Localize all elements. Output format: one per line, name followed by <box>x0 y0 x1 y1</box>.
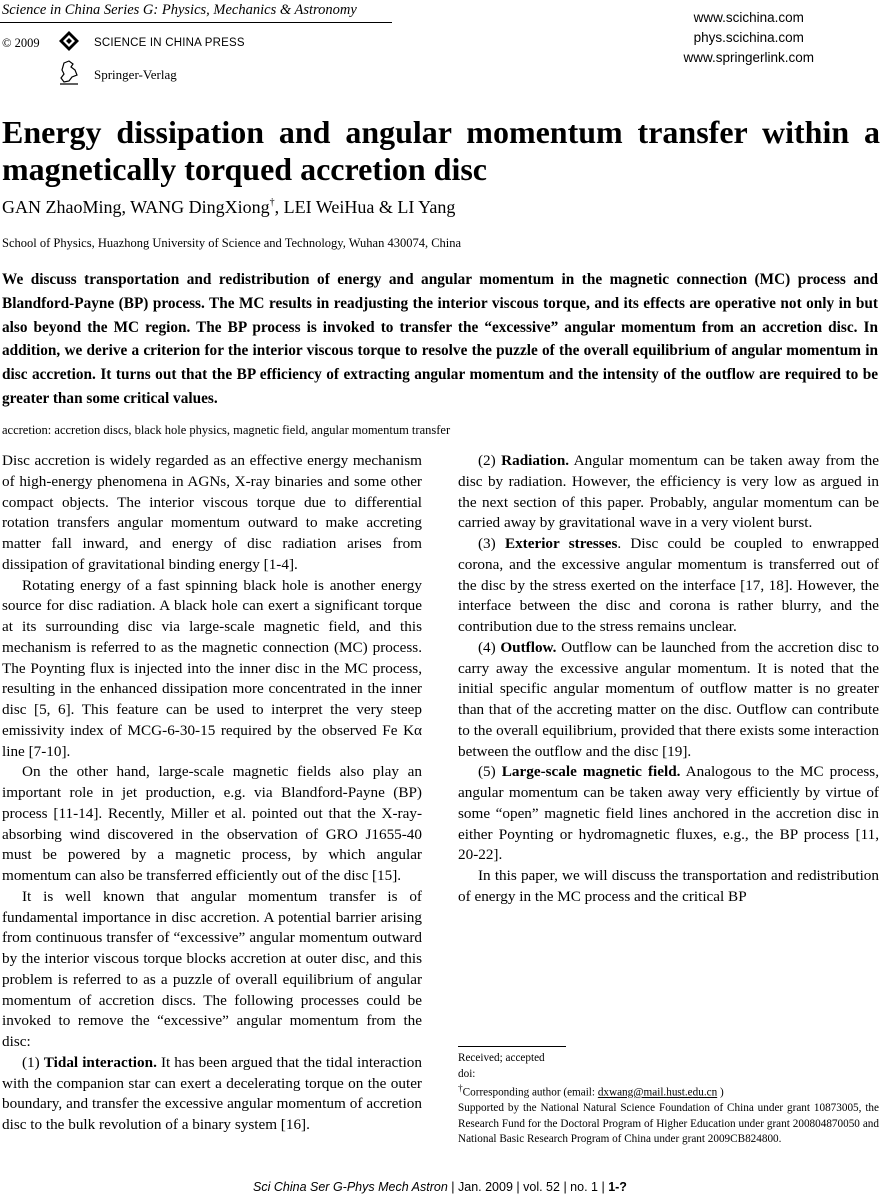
footer-issue: no. 1 <box>570 1180 598 1194</box>
list-heading: Outflow. <box>500 638 557 656</box>
corr-prefix: Corresponding author (email: <box>462 1086 598 1099</box>
body-left-column <box>2 451 422 1136</box>
footer-pages: 1-? <box>608 1180 627 1194</box>
author-email-link[interactable]: dxwang@mail.hust.edu.cn <box>597 1086 718 1099</box>
paragraph: Disc accretion is widely regarded as an effective energy mechanism of high-energy phenomena in AGNs, X-ray binaries and some other compact objects. The interior viscous torque due to differential rotation transfers angular momentum outward to make accreting matter fall inward, and energy of disc radiation arises from dissipation of gravitational binding energy [1-4]. <box>2 452 422 573</box>
publisher-springer: Springer-Verlag <box>94 67 177 82</box>
abstract: We discuss transportation and redistribution of energy and angular momentum in the magnetic connection (MC) process and Blandford-Payne (BP) process. The MC results in readjusting the interior viscous torque, and its effects are operative not only in but also beyond the MC region. The BP process is invoked to transfer the “excessive” angular momentum from an accretion disc. In addition, we derive a criterion for the interior viscous torque to resolve the puzzle of the overall equilibrium of angular momentum in disc accretion. It turns out that the BP efficiency of extracting angular momentum and the intensity of the outflow are required to be greater than some critical values. <box>2 271 878 407</box>
funding-note: Supported by the National Natural Science Foundation of China under grant 10873005, the Research Fund for the Doctoral Program of Higher Education under grant 200804870050 and National Basic Research Program of China under grant 2009CB824800. <box>458 1102 879 1146</box>
science-in-china-logo-icon <box>58 30 80 52</box>
footer-date: Jan. 2009 <box>458 1180 513 1194</box>
footnote-rule <box>458 1046 566 1047</box>
paragraph: Rotating energy of a fast spinning black hole is another energy source for disc radiation. A black hole can exert a significant torque at its surrounding disc via large-scale magnetic field, and this mechanism is referred to as the magnetic connection (MC) process. The Poynting flux is injected into the inner disc in the MC process, resulting in the enhanced dissipation more concentrated in the inner disc [5, 6]. This feature can be used to interpret the very steep emissivity index of MCG-6-30-15 required by the observed Fe Kα line [7-10]. <box>2 576 422 760</box>
doi-line: doi: <box>458 1067 476 1080</box>
website-springerlink[interactable]: www.springerlink.com <box>683 50 814 65</box>
footer-separator: | <box>512 1180 524 1194</box>
footer-separator: | <box>447 1180 458 1194</box>
footer-journal: Sci China Ser G-Phys Mech Astron <box>253 1180 448 1194</box>
footer-separator: | <box>559 1180 571 1194</box>
article-title: Energy dissipation and angular momentum transfer within a magnetically torqued accretion disc <box>2 114 880 187</box>
keywords: accretion: accretion discs, black hole physics, magnetic field, angular momentum transfer <box>2 423 451 437</box>
authors-first: GAN ZhaoMing, WANG DingXiong <box>2 197 270 217</box>
footer-volume: vol. 52 <box>523 1180 560 1194</box>
list-heading: Exterior stresses <box>504 535 618 552</box>
body-right-column <box>458 451 879 908</box>
copyright: © 2009 <box>2 36 40 50</box>
website-phys-scichina[interactable]: phys.scichina.com <box>693 30 804 45</box>
publisher-press: SCIENCE IN CHINA PRESS <box>94 37 245 49</box>
received-line: Received; accepted <box>458 1052 545 1064</box>
list-number: (1) <box>22 1053 44 1071</box>
header-rule <box>0 22 392 23</box>
springer-horse-logo-icon <box>58 60 80 86</box>
list-item-tidal <box>2 1053 422 1136</box>
journal-series: Science in China Series G: Physics, Mechanics & Astronomy <box>2 2 357 18</box>
list-heading: Tidal interaction. <box>43 1053 157 1071</box>
list-number: (3) <box>478 535 505 552</box>
list-text: Analogous to the MC process, angular momentum can be taken away very efficiently by virtue of some “open” magnetic field lines anchored in the accretion disc in either Poynting or hydromagnetic fluxes, e.g., the BP process [11, 20-22]. <box>458 763 879 864</box>
list-text: Outflow can be launched from the accretion disc to carry away the excessive angular momentum. It is noted that the initial specific angular momentum of outflow matter is no greater than that of the accreting matter on the disc. Outflow can contribute to the overall equilibrium, provided that there exists some interaction between the outflow and the disc [19]. <box>458 638 879 760</box>
list-number: (2) <box>478 452 502 469</box>
list-text: . Disc could be coupled to enwrapped corona, and the excessive angular momentum is transferred out of the disc by the stress exerted on the interface [17, 18]. However, the interface between the disc and corona is rather blurry, and the contribution due to the stress remains unclear. <box>458 535 879 635</box>
list-text: Angular momentum can be taken away from the disc by radiation. However, the efficiency is very low as argued in the next section of this paper. Probably, angular momentum can be carried away by gravitational wave in a very violent burst. <box>458 452 879 532</box>
paragraph: It is well known that angular momentum transfer is of fundamental importance in disc accretion. A potential barrier arising from continuous transfer of “excessive” angular momentum outward by the interior viscous torque blocks accretion at outer disc, and this problem is referred to as a puzzle of overall equilibrium of angular momentum of accretion discs. The following processes could be invoked to remove the “excessive” angular momentum from the disc: <box>2 887 422 1050</box>
list-item-outflow <box>458 638 879 763</box>
list-heading: Radiation. <box>501 452 570 469</box>
affiliation: School of Physics, Huazhong University of Science and Technology, Wuhan 430074, China <box>2 236 462 250</box>
list-text: It has been argued that the tidal interaction with the companion star can exert a decelerating torque on the outer boundary, and transfer the excessive angular momentum of accretion disc to the bulk revolution of a binary system [16]. <box>2 1053 422 1133</box>
author-list <box>2 197 455 218</box>
corr-suffix: ) <box>717 1086 724 1099</box>
corresponding-author-note <box>458 1082 879 1101</box>
authors-rest: , LEI WeiHua & LI Yang <box>274 197 456 217</box>
footnotes <box>458 1051 879 1148</box>
list-number: (4) <box>478 638 501 656</box>
list-heading: Large-scale magnetic field. <box>501 763 681 781</box>
list-number: (5) <box>478 763 502 781</box>
page-footer <box>0 1180 880 1194</box>
list-item-exterior-stresses <box>458 534 879 638</box>
paragraph: In this paper, we will discuss the transportation and redistribution of energy in the MC process and the critical BP <box>458 867 879 905</box>
footer-separator: | <box>597 1180 609 1194</box>
list-item-radiation <box>458 451 879 534</box>
list-item-magnetic-field <box>458 762 879 866</box>
dagger-mark: † <box>458 1084 463 1094</box>
paragraph: On the other hand, large-scale magnetic fields also play an important role in jet production, e.g. via Blandford-Payne (BP) process [11-14]. Recently, Miller et al. pointed out that the X-ray-absorbing wind discovered in the observation of GRO J1655-40 must be powered by a magnetic process, by which angular momentum can also be transferred efficiently out of the disc [15]. <box>2 763 422 884</box>
website-scichina[interactable]: www.scichina.com <box>693 10 804 25</box>
corresponding-author-mark: † <box>269 197 275 208</box>
website-list <box>683 8 814 68</box>
